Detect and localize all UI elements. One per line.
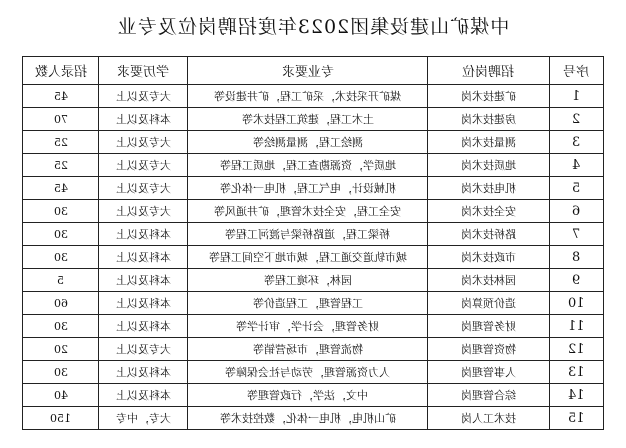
- cell-number: 2: [549, 108, 603, 131]
- cell-position: 测量技术岗: [427, 131, 549, 154]
- cell-education: 大专及以上: [99, 131, 188, 154]
- cell-number: 8: [549, 246, 603, 269]
- cell-count: 150: [23, 407, 99, 430]
- cell-position: 技术工人岗: [427, 407, 549, 430]
- cell-count: 30: [23, 223, 99, 246]
- recruitment-table: [22, 56, 604, 430]
- table-row: [23, 177, 604, 200]
- table-row: [23, 200, 604, 223]
- cell-education: 本科及以上: [99, 108, 188, 131]
- cell-education: 大专及以上: [99, 338, 188, 361]
- cell-position: 安全技术岗: [427, 200, 549, 223]
- cell-education: 大专及以上: [99, 200, 188, 223]
- cell-education: 本科及以上: [99, 223, 188, 246]
- cell-requirements: 地质学，资源勘查工程，地质工程等: [188, 154, 427, 177]
- table-row: [23, 108, 604, 131]
- cell-position: 市政技术岗: [427, 246, 549, 269]
- cell-number: 12: [549, 338, 603, 361]
- cell-count: 25: [23, 154, 99, 177]
- cell-number: 10: [549, 292, 603, 315]
- cell-count: 45: [23, 177, 99, 200]
- cell-requirements: 桥梁工程，道路桥梁与渡河工程等: [188, 223, 427, 246]
- table-row: [23, 338, 604, 361]
- cell-position: 物资管理岗: [427, 338, 549, 361]
- cell-number: 15: [549, 407, 603, 430]
- header-education: 学历要求: [99, 57, 188, 85]
- cell-count: 20: [23, 338, 99, 361]
- table-row: [23, 269, 604, 292]
- cell-count: 30: [23, 361, 99, 384]
- cell-education: 本科及以上: [99, 292, 188, 315]
- cell-requirements: 物流管理，市场营销等: [188, 338, 427, 361]
- cell-requirements: 测绘工程，测量测绘等: [188, 131, 427, 154]
- table-row: [23, 246, 604, 269]
- cell-number: 11: [549, 315, 603, 338]
- table-row: [23, 292, 604, 315]
- cell-number: 3: [549, 131, 603, 154]
- cell-count: 30: [23, 246, 99, 269]
- cell-education: 本科及以上: [99, 361, 188, 384]
- cell-position: 路桥技术岗: [427, 223, 549, 246]
- table-row: [23, 223, 604, 246]
- cell-number: 4: [549, 154, 603, 177]
- cell-requirements: 安全工程，安全技术管理，矿井通风等: [188, 200, 427, 223]
- cell-education: 大专及以上: [99, 85, 188, 108]
- cell-position: 机电技术岗: [427, 177, 549, 200]
- cell-count: 60: [23, 292, 99, 315]
- table-row: [23, 154, 604, 177]
- cell-count: 40: [23, 384, 99, 407]
- cell-position: 造价预算岗: [427, 292, 549, 315]
- cell-requirements: 工程管理，工程造价等: [188, 292, 427, 315]
- cell-requirements: 园林，环境工程等: [188, 269, 427, 292]
- table-row: [23, 131, 604, 154]
- cell-education: 本科及以上: [99, 315, 188, 338]
- cell-position: 房建技术岗: [427, 108, 549, 131]
- cell-position: 综合管理岗: [427, 384, 549, 407]
- header-count: 招录人数: [23, 57, 99, 85]
- cell-requirements: 城市轨道交通工程，城市地下空间工程等: [188, 246, 427, 269]
- document-title: 中煤矿山建设集团2023年度招聘岗位及专业: [116, 16, 510, 38]
- cell-position: 园林技术岗: [427, 269, 549, 292]
- table-row: [23, 407, 604, 430]
- cell-position: 矿建技术岗: [427, 85, 549, 108]
- table-row: [23, 315, 604, 338]
- cell-requirements: 矿山机电，机电一体化，数控技术等: [188, 407, 427, 430]
- cell-count: 5: [23, 269, 99, 292]
- cell-count: 70: [23, 108, 99, 131]
- cell-requirements: 机械设计，电气工程，机电一体化等: [188, 177, 427, 200]
- cell-education: 大专及以上: [99, 154, 188, 177]
- table-row: [23, 85, 604, 108]
- cell-number: 5: [549, 177, 603, 200]
- table-row: [23, 384, 604, 407]
- cell-requirements: 土木工程，建筑工程技术等: [188, 108, 427, 131]
- cell-number: 6: [549, 200, 603, 223]
- cell-number: 7: [549, 223, 603, 246]
- cell-education: 本科及以上: [99, 246, 188, 269]
- cell-requirements: 煤矿开采技术，采矿工程，矿井建设等: [188, 85, 427, 108]
- cell-education: 大专，中专: [99, 407, 188, 430]
- header-number: 序号: [549, 57, 603, 85]
- cell-education: 本科及以上: [99, 269, 188, 292]
- cell-count: 30: [23, 200, 99, 223]
- cell-count: 25: [23, 131, 99, 154]
- cell-position: 人事管理岗: [427, 361, 549, 384]
- header-requirements: 专业要求: [188, 57, 427, 85]
- cell-requirements: 财务管理，会计学，审计学等: [188, 315, 427, 338]
- cell-count: 45: [23, 85, 99, 108]
- cell-number: 9: [549, 269, 603, 292]
- cell-requirements: 人力资源管理，劳动与社会保障等: [188, 361, 427, 384]
- cell-requirements: 中文，法学，行政管理等: [188, 384, 427, 407]
- cell-number: 1: [549, 85, 603, 108]
- cell-education: 本科及以上: [99, 384, 188, 407]
- cell-position: 财务管理岗: [427, 315, 549, 338]
- cell-count: 30: [23, 315, 99, 338]
- header-position: 招聘岗位: [427, 57, 549, 85]
- table-row: [23, 361, 604, 384]
- cell-number: 14: [549, 384, 603, 407]
- cell-education: 大专及以上: [99, 177, 188, 200]
- cell-position: 地质技术岗: [427, 154, 549, 177]
- cell-number: 13: [549, 361, 603, 384]
- header-row: [23, 57, 604, 85]
